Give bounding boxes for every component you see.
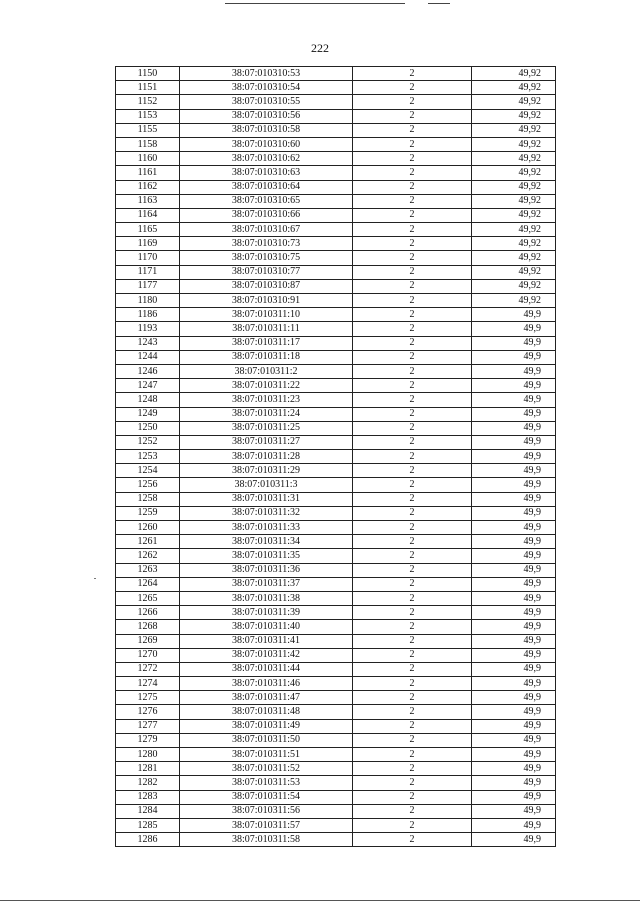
area-cell: 49,9 (472, 818, 556, 832)
table-row (116, 265, 556, 279)
row-number-cell: 1180 (116, 294, 180, 308)
row-number-cell: 1272 (116, 662, 180, 676)
table-row (116, 634, 556, 648)
count-cell: 2 (353, 478, 472, 492)
count-cell: 2 (353, 492, 472, 506)
count-cell: 2 (353, 223, 472, 237)
count-cell: 2 (353, 748, 472, 762)
table-body (116, 67, 556, 847)
area-cell: 49,9 (472, 677, 556, 691)
row-number-cell: 1256 (116, 478, 180, 492)
table-row (116, 733, 556, 747)
cadastral-number-cell: 38:07:010310:87 (180, 279, 353, 293)
area-cell: 49,9 (472, 393, 556, 407)
count-cell: 2 (353, 804, 472, 818)
area-cell: 49,92 (472, 265, 556, 279)
area-cell: 49,92 (472, 109, 556, 123)
area-cell: 49,92 (472, 208, 556, 222)
cadastral-number-cell: 38:07:010311:27 (180, 435, 353, 449)
area-cell: 49,92 (472, 279, 556, 293)
area-cell: 49,9 (472, 790, 556, 804)
area-cell: 49,9 (472, 648, 556, 662)
row-number-cell: 1286 (116, 833, 180, 847)
cadastral-number-cell: 38:07:010311:50 (180, 733, 353, 747)
area-cell: 49,9 (472, 549, 556, 563)
count-cell: 2 (353, 818, 472, 832)
cadastral-number-cell: 38:07:010311:31 (180, 492, 353, 506)
row-number-cell: 1153 (116, 109, 180, 123)
area-cell: 49,9 (472, 691, 556, 705)
area-cell: 49,92 (472, 95, 556, 109)
area-cell: 49,9 (472, 450, 556, 464)
row-number-cell: 1268 (116, 620, 180, 634)
cadastral-number-cell: 38:07:010310:62 (180, 152, 353, 166)
cadastral-number-cell: 38:07:010311:39 (180, 606, 353, 620)
cadastral-number-cell: 38:07:010310:66 (180, 208, 353, 222)
area-cell: 49,92 (472, 294, 556, 308)
table-row (116, 563, 556, 577)
count-cell: 2 (353, 109, 472, 123)
cadastral-number-cell: 38:07:010311:2 (180, 364, 353, 378)
table-row (116, 435, 556, 449)
table-row (116, 223, 556, 237)
count-cell: 2 (353, 464, 472, 478)
table-row (116, 421, 556, 435)
row-number-cell: 1274 (116, 677, 180, 691)
cadastral-number-cell: 38:07:010311:37 (180, 577, 353, 591)
row-number-cell: 1249 (116, 407, 180, 421)
cadastral-number-cell: 38:07:010311:57 (180, 818, 353, 832)
table-row (116, 180, 556, 194)
count-cell: 2 (353, 591, 472, 605)
count-cell: 2 (353, 336, 472, 350)
row-number-cell: 1261 (116, 535, 180, 549)
area-cell: 49,92 (472, 123, 556, 137)
count-cell: 2 (353, 521, 472, 535)
cadastral-number-cell: 38:07:010311:35 (180, 549, 353, 563)
area-cell: 49,9 (472, 492, 556, 506)
table-row (116, 109, 556, 123)
cadastral-number-cell: 38:07:010310:54 (180, 81, 353, 95)
cadastral-number-cell: 38:07:010311:46 (180, 677, 353, 691)
row-number-cell: 1264 (116, 577, 180, 591)
count-cell: 2 (353, 237, 472, 251)
count-cell: 2 (353, 549, 472, 563)
area-cell: 49,9 (472, 350, 556, 364)
row-number-cell: 1284 (116, 804, 180, 818)
row-number-cell: 1165 (116, 223, 180, 237)
count-cell: 2 (353, 393, 472, 407)
table-row (116, 804, 556, 818)
cadastral-number-cell: 38:07:010311:48 (180, 705, 353, 719)
count-cell: 2 (353, 350, 472, 364)
area-cell: 49,9 (472, 364, 556, 378)
table-row (116, 393, 556, 407)
area-cell: 49,9 (472, 308, 556, 322)
table-row (116, 833, 556, 847)
table-row (116, 251, 556, 265)
area-cell: 49,9 (472, 322, 556, 336)
table-row (116, 478, 556, 492)
table-row (116, 166, 556, 180)
area-cell: 49,9 (472, 748, 556, 762)
row-number-cell: 1248 (116, 393, 180, 407)
table-row (116, 407, 556, 421)
table-row (116, 677, 556, 691)
area-cell: 49,9 (472, 662, 556, 676)
area-cell: 49,9 (472, 606, 556, 620)
area-cell: 49,9 (472, 705, 556, 719)
table-row (116, 606, 556, 620)
row-number-cell: 1246 (116, 364, 180, 378)
area-cell: 49,9 (472, 535, 556, 549)
area-cell: 49,9 (472, 407, 556, 421)
top-scan-rule (225, 3, 405, 4)
area-cell: 49,92 (472, 81, 556, 95)
area-cell: 49,9 (472, 776, 556, 790)
count-cell: 2 (353, 137, 472, 151)
cadastral-number-cell: 38:07:010311:33 (180, 521, 353, 535)
row-number-cell: 1270 (116, 648, 180, 662)
cadastral-number-cell: 38:07:010310:73 (180, 237, 353, 251)
area-cell: 49,9 (472, 634, 556, 648)
row-number-cell: 1164 (116, 208, 180, 222)
count-cell: 2 (353, 208, 472, 222)
count-cell: 2 (353, 691, 472, 705)
table-row (116, 364, 556, 378)
table-row (116, 279, 556, 293)
bottom-scan-rule (0, 900, 640, 901)
area-cell: 49,9 (472, 336, 556, 350)
table-row (116, 81, 556, 95)
cadastral-number-cell: 38:07:010311:47 (180, 691, 353, 705)
cadastral-number-cell: 38:07:010311:51 (180, 748, 353, 762)
count-cell: 2 (353, 322, 472, 336)
cadastral-number-cell: 38:07:010311:54 (180, 790, 353, 804)
row-number-cell: 1193 (116, 322, 180, 336)
table-row (116, 67, 556, 81)
count-cell: 2 (353, 450, 472, 464)
area-cell: 49,9 (472, 804, 556, 818)
row-number-cell: 1151 (116, 81, 180, 95)
cadastral-number-cell: 38:07:010310:75 (180, 251, 353, 265)
count-cell: 2 (353, 123, 472, 137)
area-cell: 49,92 (472, 251, 556, 265)
count-cell: 2 (353, 535, 472, 549)
table-row (116, 748, 556, 762)
table-row (116, 350, 556, 364)
row-number-cell: 1280 (116, 748, 180, 762)
cadastral-number-cell: 38:07:010310:65 (180, 194, 353, 208)
table-row (116, 336, 556, 350)
count-cell: 2 (353, 180, 472, 194)
cadastral-number-cell: 38:07:010311:17 (180, 336, 353, 350)
row-number-cell: 1282 (116, 776, 180, 790)
cadastral-number-cell: 38:07:010310:58 (180, 123, 353, 137)
count-cell: 2 (353, 506, 472, 520)
row-number-cell: 1243 (116, 336, 180, 350)
row-number-cell: 1254 (116, 464, 180, 478)
count-cell: 2 (353, 81, 472, 95)
cadastral-number-cell: 38:07:010311:41 (180, 634, 353, 648)
cadastral-number-cell: 38:07:010311:32 (180, 506, 353, 520)
count-cell: 2 (353, 152, 472, 166)
count-cell: 2 (353, 833, 472, 847)
row-number-cell: 1265 (116, 591, 180, 605)
count-cell: 2 (353, 166, 472, 180)
area-cell: 49,9 (472, 762, 556, 776)
table-row (116, 123, 556, 137)
row-number-cell: 1170 (116, 251, 180, 265)
cadastral-number-cell: 38:07:010311:23 (180, 393, 353, 407)
row-number-cell: 1276 (116, 705, 180, 719)
area-cell: 49,9 (472, 733, 556, 747)
table-row (116, 549, 556, 563)
top-scan-rule-short (428, 3, 450, 4)
page-number: 222 (311, 41, 329, 55)
table-row (116, 719, 556, 733)
table-row (116, 294, 556, 308)
table-row (116, 591, 556, 605)
cadastral-number-cell: 38:07:010311:3 (180, 478, 353, 492)
cadastral-number-cell: 38:07:010310:63 (180, 166, 353, 180)
table-row (116, 95, 556, 109)
table-row (116, 691, 556, 705)
table-row (116, 450, 556, 464)
area-cell: 49,9 (472, 719, 556, 733)
cadastral-number-cell: 38:07:010310:91 (180, 294, 353, 308)
table-row (116, 506, 556, 520)
count-cell: 2 (353, 421, 472, 435)
count-cell: 2 (353, 648, 472, 662)
row-number-cell: 1150 (116, 67, 180, 81)
count-cell: 2 (353, 251, 472, 265)
count-cell: 2 (353, 364, 472, 378)
table-row (116, 194, 556, 208)
area-cell: 49,92 (472, 152, 556, 166)
row-number-cell: 1186 (116, 308, 180, 322)
count-cell: 2 (353, 407, 472, 421)
row-number-cell: 1266 (116, 606, 180, 620)
row-number-cell: 1253 (116, 450, 180, 464)
row-number-cell: 1279 (116, 733, 180, 747)
area-cell: 49,9 (472, 478, 556, 492)
count-cell: 2 (353, 194, 472, 208)
row-number-cell: 1163 (116, 194, 180, 208)
scan-speck (94, 578, 96, 579)
table-row (116, 577, 556, 591)
table-row (116, 662, 556, 676)
area-cell: 49,9 (472, 591, 556, 605)
cadastral-number-cell: 38:07:010310:67 (180, 223, 353, 237)
cadastral-number-cell: 38:07:010310:64 (180, 180, 353, 194)
table-row (116, 208, 556, 222)
row-number-cell: 1285 (116, 818, 180, 832)
area-cell: 49,92 (472, 223, 556, 237)
count-cell: 2 (353, 606, 472, 620)
count-cell: 2 (353, 308, 472, 322)
cadastral-number-cell: 38:07:010311:34 (180, 535, 353, 549)
land-plot-table (115, 66, 556, 847)
row-number-cell: 1161 (116, 166, 180, 180)
row-number-cell: 1169 (116, 237, 180, 251)
count-cell: 2 (353, 790, 472, 804)
table-row (116, 521, 556, 535)
table-row (116, 379, 556, 393)
cadastral-number-cell: 38:07:010310:77 (180, 265, 353, 279)
count-cell: 2 (353, 563, 472, 577)
row-number-cell: 1252 (116, 435, 180, 449)
table-row (116, 322, 556, 336)
cadastral-number-cell: 38:07:010311:49 (180, 719, 353, 733)
area-cell: 49,9 (472, 563, 556, 577)
count-cell: 2 (353, 265, 472, 279)
table-row (116, 137, 556, 151)
table-row (116, 762, 556, 776)
area-cell: 49,92 (472, 180, 556, 194)
row-number-cell: 1260 (116, 521, 180, 535)
table-row (116, 705, 556, 719)
row-number-cell: 1177 (116, 279, 180, 293)
area-cell: 49,9 (472, 833, 556, 847)
cadastral-number-cell: 38:07:010311:58 (180, 833, 353, 847)
count-cell: 2 (353, 620, 472, 634)
cadastral-number-cell: 38:07:010311:29 (180, 464, 353, 478)
row-number-cell: 1247 (116, 379, 180, 393)
count-cell: 2 (353, 634, 472, 648)
count-cell: 2 (353, 762, 472, 776)
area-cell: 49,92 (472, 137, 556, 151)
count-cell: 2 (353, 435, 472, 449)
table-row (116, 648, 556, 662)
cadastral-number-cell: 38:07:010311:52 (180, 762, 353, 776)
area-cell: 49,9 (472, 620, 556, 634)
area-cell: 49,92 (472, 194, 556, 208)
area-cell: 49,9 (472, 521, 556, 535)
count-cell: 2 (353, 662, 472, 676)
row-number-cell: 1244 (116, 350, 180, 364)
row-number-cell: 1269 (116, 634, 180, 648)
count-cell: 2 (353, 67, 472, 81)
row-number-cell: 1281 (116, 762, 180, 776)
count-cell: 2 (353, 279, 472, 293)
cadastral-number-cell: 38:07:010311:36 (180, 563, 353, 577)
area-cell: 49,9 (472, 379, 556, 393)
cadastral-number-cell: 38:07:010311:10 (180, 308, 353, 322)
table-row (116, 464, 556, 478)
row-number-cell: 1158 (116, 137, 180, 151)
cadastral-number-cell: 38:07:010311:22 (180, 379, 353, 393)
row-number-cell: 1275 (116, 691, 180, 705)
cadastral-number-cell: 38:07:010310:53 (180, 67, 353, 81)
row-number-cell: 1262 (116, 549, 180, 563)
count-cell: 2 (353, 294, 472, 308)
cadastral-number-cell: 38:07:010310:55 (180, 95, 353, 109)
area-cell: 49,92 (472, 237, 556, 251)
cadastral-number-cell: 38:07:010311:28 (180, 450, 353, 464)
area-cell: 49,9 (472, 435, 556, 449)
table-row (116, 790, 556, 804)
area-cell: 49,92 (472, 67, 556, 81)
cadastral-number-cell: 38:07:010311:42 (180, 648, 353, 662)
area-cell: 49,92 (472, 166, 556, 180)
row-number-cell: 1283 (116, 790, 180, 804)
table-row (116, 620, 556, 634)
count-cell: 2 (353, 705, 472, 719)
count-cell: 2 (353, 677, 472, 691)
row-number-cell: 1277 (116, 719, 180, 733)
table-row (116, 776, 556, 790)
row-number-cell: 1171 (116, 265, 180, 279)
area-cell: 49,9 (472, 506, 556, 520)
cadastral-number-cell: 38:07:010311:18 (180, 350, 353, 364)
count-cell: 2 (353, 379, 472, 393)
row-number-cell: 1259 (116, 506, 180, 520)
table-row (116, 237, 556, 251)
area-cell: 49,9 (472, 464, 556, 478)
table-row (116, 535, 556, 549)
cadastral-number-cell: 38:07:010311:40 (180, 620, 353, 634)
table-row (116, 492, 556, 506)
row-number-cell: 1152 (116, 95, 180, 109)
cadastral-number-cell: 38:07:010311:38 (180, 591, 353, 605)
row-number-cell: 1250 (116, 421, 180, 435)
area-cell: 49,9 (472, 421, 556, 435)
table-row (116, 818, 556, 832)
row-number-cell: 1258 (116, 492, 180, 506)
count-cell: 2 (353, 776, 472, 790)
row-number-cell: 1155 (116, 123, 180, 137)
count-cell: 2 (353, 719, 472, 733)
cadastral-number-cell: 38:07:010311:25 (180, 421, 353, 435)
cadastral-number-cell: 38:07:010311:24 (180, 407, 353, 421)
cadastral-number-cell: 38:07:010311:44 (180, 662, 353, 676)
cadastral-number-cell: 38:07:010310:56 (180, 109, 353, 123)
cadastral-number-cell: 38:07:010311:53 (180, 776, 353, 790)
cadastral-number-cell: 38:07:010310:60 (180, 137, 353, 151)
row-number-cell: 1162 (116, 180, 180, 194)
row-number-cell: 1263 (116, 563, 180, 577)
cadastral-number-cell: 38:07:010311:56 (180, 804, 353, 818)
count-cell: 2 (353, 95, 472, 109)
table-row (116, 308, 556, 322)
row-number-cell: 1160 (116, 152, 180, 166)
cadastral-number-cell: 38:07:010311:11 (180, 322, 353, 336)
table-row (116, 152, 556, 166)
count-cell: 2 (353, 733, 472, 747)
count-cell: 2 (353, 577, 472, 591)
area-cell: 49,9 (472, 577, 556, 591)
